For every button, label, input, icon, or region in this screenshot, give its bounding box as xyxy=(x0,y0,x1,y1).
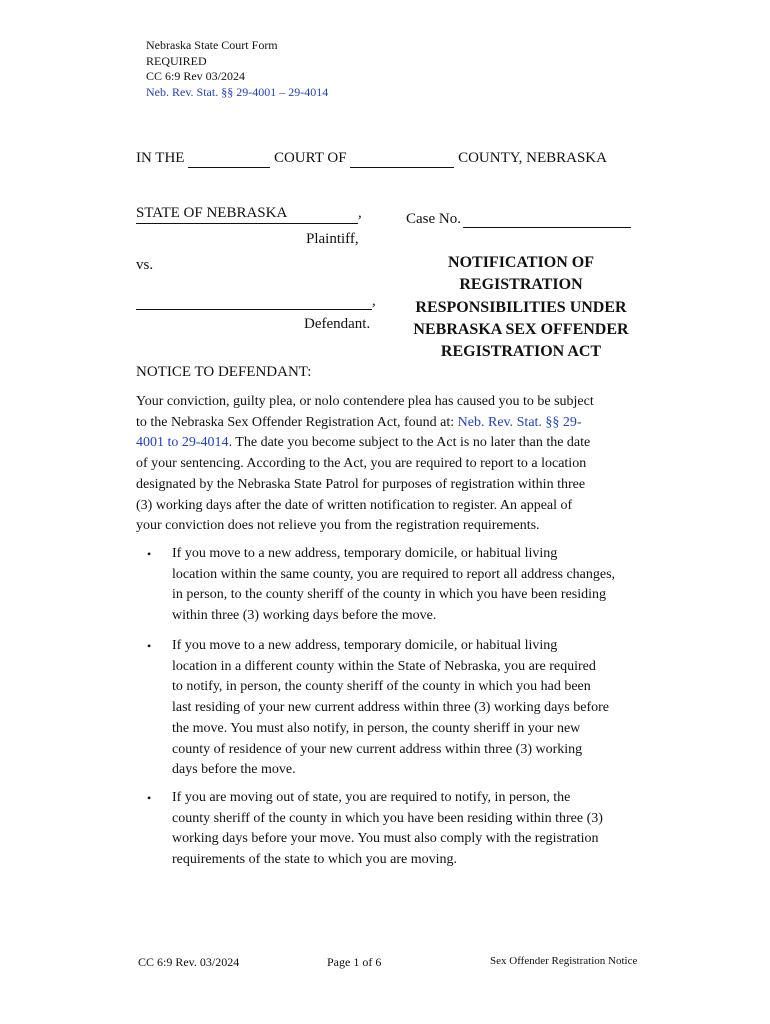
bullet-line: within three (3) working days before the move. xyxy=(172,608,437,624)
defendant-label: Defendant. xyxy=(304,316,371,332)
paragraph-line: designated by the Nebraska State Patrol for purposes of registration within three xyxy=(136,476,586,492)
bullet-line: last residing of your new current address within three (3) working days before xyxy=(172,700,609,716)
paragraph-line xyxy=(136,413,636,434)
bullet-line: county sheriff of the county in which you have been residing within three (3) xyxy=(172,810,603,826)
bullet-line: If you move to a new address, temporary domicile, or habitual living xyxy=(172,638,558,653)
bullet-line: If you are moving out of state, you are required to notify, in person, the xyxy=(172,790,571,805)
bullet-line: the move. You must also notify, in person, the county sheriff in your new xyxy=(172,720,581,736)
paragraph-line: your conviction does not relieve you from the registration requirements. xyxy=(136,518,540,534)
paragraph-text: . The date you become subject to the Act is no later than the date xyxy=(228,435,591,451)
notice-paragraph xyxy=(136,392,636,537)
bullet-glyph: • xyxy=(147,639,152,653)
form-number-label: CC 6:9 Rev 03/2024 xyxy=(146,69,246,83)
plaintiff-line xyxy=(136,205,362,224)
form-court-label: Nebraska State Court Form xyxy=(146,38,278,52)
court-name-blank[interactable] xyxy=(188,150,270,168)
form-required-label: REQUIRED xyxy=(146,53,207,68)
paragraph-line: (3) working days after the date of written notification to register. An appeal of xyxy=(136,497,573,513)
bullet-line: county of residence of your new current address within three (3) working xyxy=(172,741,583,757)
county-name-blank[interactable] xyxy=(350,150,454,168)
paragraph-text: to the Nebraska Sex Offender Registration Act, found at: xyxy=(136,414,458,430)
court-caption-line xyxy=(136,150,607,168)
footer-document-name: Sex Offender Registration Notice xyxy=(490,955,638,967)
versus-label: vs. xyxy=(136,257,154,273)
plaintiff-name: STATE OF NEBRASKA xyxy=(136,205,358,224)
paragraph-line: Your conviction, guilty plea, or nolo contendere plea has caused you to be subject xyxy=(136,394,594,409)
defendant-name-blank[interactable] xyxy=(136,293,372,310)
footer-page-number: Page 1 of 6 xyxy=(327,955,382,969)
bullet-line: requirements of the state to which you are moving. xyxy=(172,852,457,868)
bullet-line: working days before your move. You must also comply with the registration xyxy=(172,831,599,847)
footer-form-number: CC 6:9 Rev. 03/2024 xyxy=(138,955,240,969)
case-number xyxy=(406,211,631,228)
bullet-text xyxy=(172,636,609,781)
case-number-blank[interactable] xyxy=(463,213,631,228)
bullet-line: If you move to a new address, temporary domicile, or habitual living xyxy=(172,546,558,561)
bullet-text xyxy=(172,788,603,871)
case-no-label: Case No. xyxy=(406,211,461,227)
plaintiff-label: Plaintiff, xyxy=(306,231,359,247)
paragraph-line: of your sentencing. According to the Act, you are required to report to a location xyxy=(136,456,587,472)
bullet-line: location within the same county, you are required to report all address changes, xyxy=(172,566,616,582)
document-title: NOTIFICATION OF REGISTRATION RESPONSIBILITIES UNDER NEBRASKA SEX OFFENDER REGISTRATION ACT xyxy=(413,254,629,361)
act-statute-link[interactable]: Neb. Rev. Stat. §§ 29- xyxy=(457,414,582,430)
statute-link[interactable]: Neb. Rev. Stat. §§ 29-4001 – 29-4014 xyxy=(146,84,329,99)
bullet-line: in person, to the county sheriff of the county in which you have been residing xyxy=(172,587,607,603)
bullet-line: location in a different county within the State of Nebraska, you are required xyxy=(172,658,596,674)
plaintiff-comma: , xyxy=(358,205,362,221)
bullet-line: to notify, in person, the county sheriff of the county in which you had been xyxy=(172,679,591,695)
form-header xyxy=(146,38,328,100)
act-statute-link-cont[interactable]: 4001 to 29-4014 xyxy=(136,435,229,451)
county-nebraska-label: COUNTY, NEBRASKA xyxy=(458,150,607,166)
court-of-label: COURT OF xyxy=(273,150,347,166)
bullet-glyph: • xyxy=(147,791,152,805)
bullet-line: days before the move. xyxy=(172,762,296,778)
in-the-label: IN THE xyxy=(136,150,185,166)
paragraph-line xyxy=(136,433,636,454)
defendant-comma: , xyxy=(372,293,376,309)
notice-heading: NOTICE TO DEFENDANT: xyxy=(136,364,312,380)
bullet-glyph: • xyxy=(147,547,152,561)
defendant-line xyxy=(136,293,376,310)
bullet-text xyxy=(172,544,615,627)
